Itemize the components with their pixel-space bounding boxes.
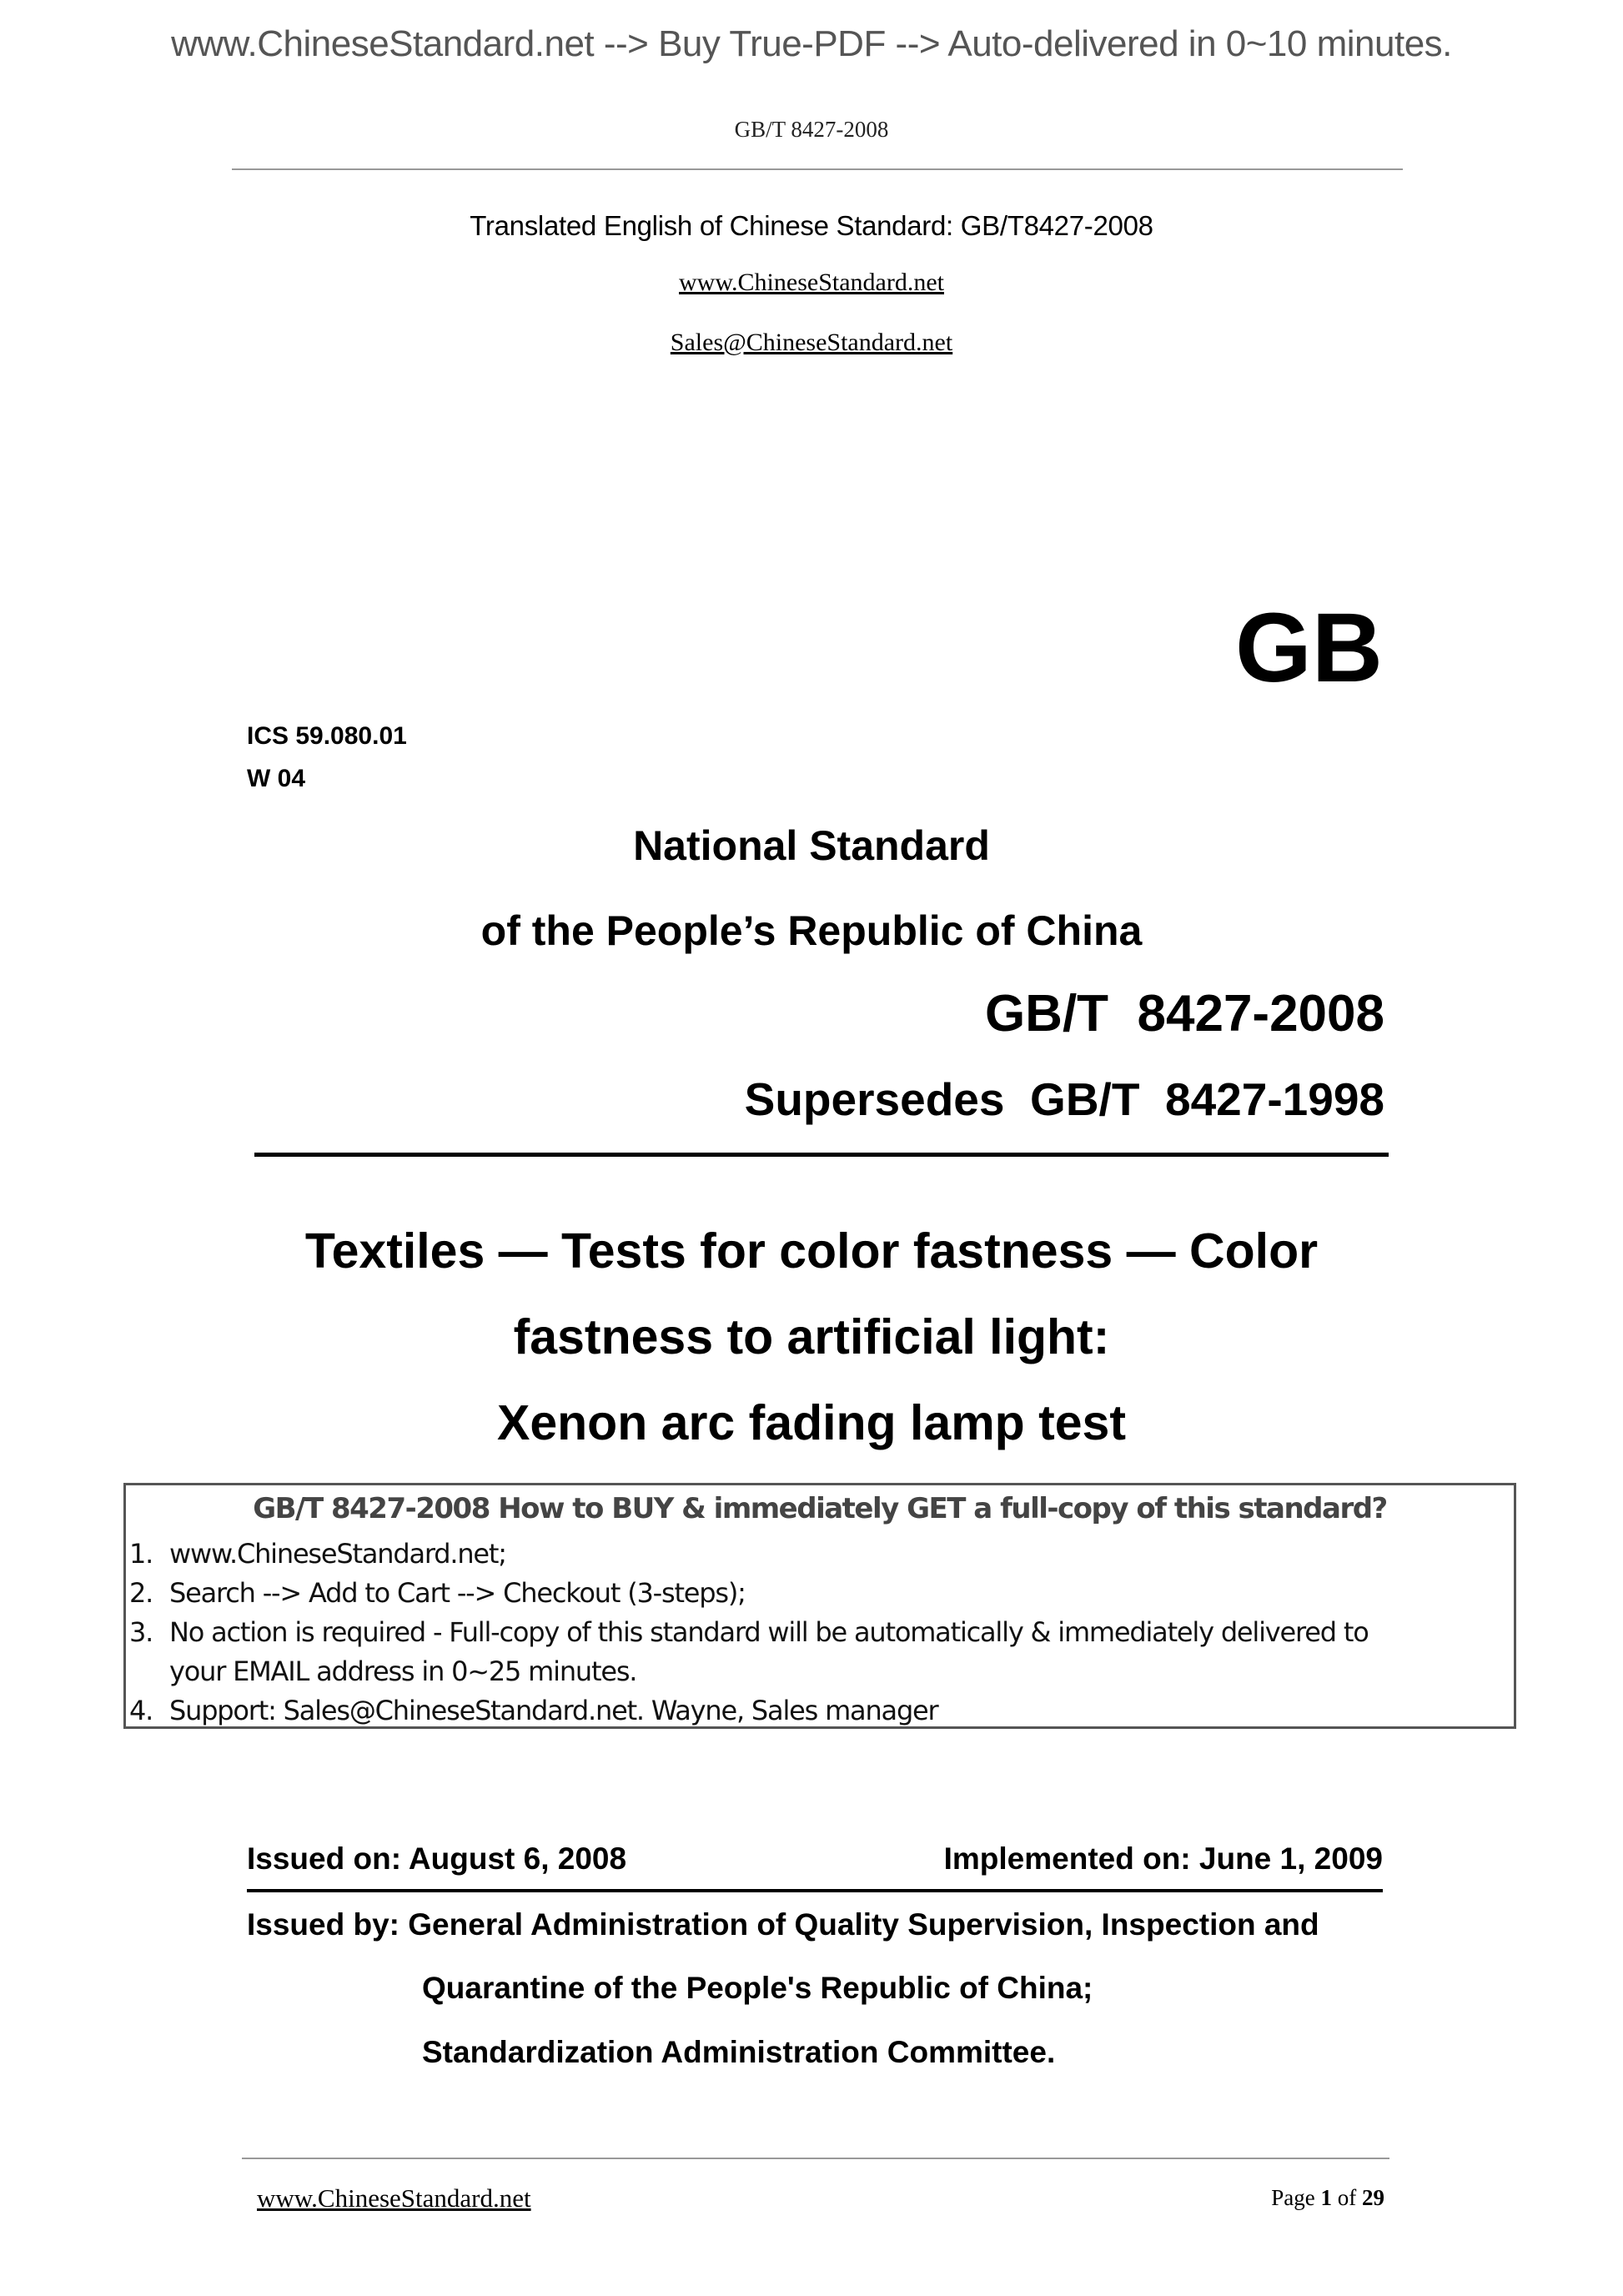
step-text: Support: Sales@ChineseStandard.net. Wayne, Sales manager	[169, 1695, 938, 1726]
page-prefix: Page	[1271, 2185, 1321, 2210]
email-link-wrap	[0, 329, 1623, 357]
national-standard-line1: National Standard	[633, 822, 990, 869]
buy-step-3	[129, 1616, 1369, 1648]
standard-number: GB/T 8427-2008	[984, 985, 1384, 1042]
step-number: 1.	[129, 1538, 153, 1570]
buy-info-box	[123, 1483, 1516, 1729]
issued-by-label: Issued by:	[247, 1907, 399, 1942]
page-total: 29	[1362, 2185, 1384, 2210]
issued-by	[247, 1907, 1319, 1942]
footer-website-link[interactable]: www.ChineseStandard.net	[257, 2183, 531, 2213]
email-link[interactable]: Sales@ChineseStandard.net	[670, 329, 953, 356]
website-link[interactable]: www.ChineseStandard.net	[679, 269, 944, 296]
ics-code: ICS 59.080.01	[247, 722, 407, 750]
buy-step-1	[129, 1538, 506, 1570]
title-line-3: Xenon arc fading lamp test	[496, 1395, 1127, 1450]
website-link-wrap	[0, 269, 1623, 297]
implemented-on: Implemented on: June 1, 2009	[943, 1841, 1383, 1876]
step-text: No action is required - Full-copy of this standard will be automatically & immediately delivered to	[169, 1616, 1369, 1648]
translated-title: Translated English of Chinese Standard: GB/T8427-2008	[470, 210, 1153, 241]
title-line-2: fastness to artificial light:	[513, 1309, 1110, 1364]
buy-step-2	[129, 1577, 746, 1609]
buy-step-3-continued	[129, 1655, 636, 1687]
page-current: 1	[1320, 2185, 1332, 2210]
issued-by-line-3: Standardization Administration Committee.	[422, 2035, 1056, 2069]
doc-code-header: GB/T 8427-2008	[734, 117, 889, 142]
issued-by-line-1: General Administration of Quality Supervision, Inspection and	[408, 1907, 1319, 1942]
step-text: your EMAIL address in 0~25 minutes.	[169, 1655, 637, 1687]
buy-box-title: GB/T 8427-2008 How to BUY & immediately GET a full-copy of this standard?	[253, 1492, 1387, 1525]
promo-header: www.ChineseStandard.net --> Buy True-PDF --> Auto-delivered in 0~10 minutes.	[171, 23, 1452, 64]
step-number: 2.	[129, 1577, 153, 1609]
issue-divider	[247, 1889, 1383, 1892]
national-standard-line2: of the People’s Republic of China	[480, 907, 1143, 954]
issued-by-line-2: Quarantine of the People's Republic of China;	[422, 1971, 1093, 2005]
step-number: 4.	[129, 1695, 153, 1726]
issued-on: Issued on: August 6, 2008	[247, 1841, 627, 1876]
footer-website-wrap	[257, 2183, 531, 2213]
supersedes: Supersedes GB/T 8427-1998	[744, 1073, 1384, 1125]
title-line-1: Textiles — Tests for color fastness — Color	[304, 1223, 1319, 1279]
step-number: 3.	[129, 1616, 153, 1648]
page-indicator	[1271, 2185, 1384, 2211]
w-code: W 04	[247, 765, 306, 792]
page-of: of	[1332, 2185, 1362, 2210]
step-text: Search --> Add to Cart --> Checkout (3-steps);	[169, 1577, 746, 1609]
step-text: www.ChineseStandard.net;	[169, 1538, 506, 1570]
footer-divider	[242, 2158, 1389, 2159]
cover-divider	[254, 1153, 1389, 1157]
buy-step-4	[129, 1695, 938, 1726]
gb-mark: GB	[1235, 593, 1383, 703]
header-divider	[232, 168, 1403, 170]
